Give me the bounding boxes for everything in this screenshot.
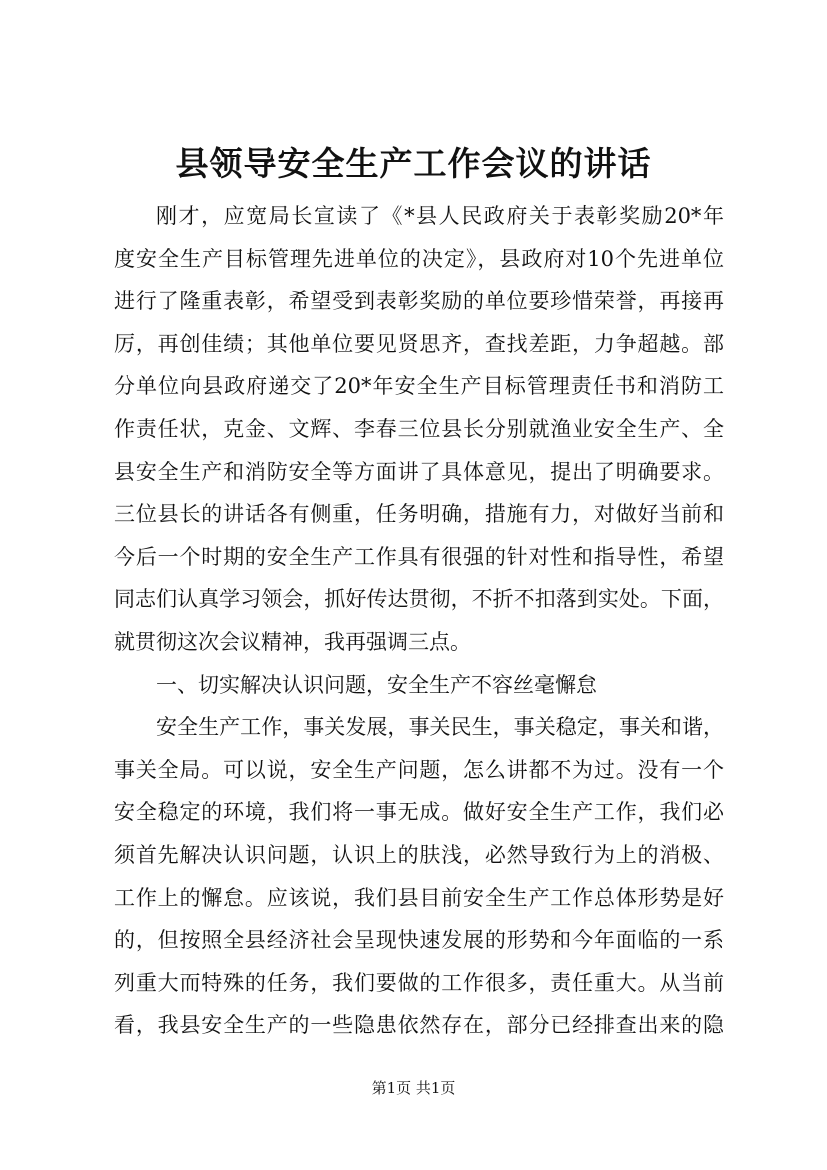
page-footer: 第1页 共1页 [371, 1079, 456, 1097]
body-line: 今后一个时期的安全生产工作具有很强的针对性和指导性，希望 [114, 544, 724, 569]
body-line: 安全稳定的环境，我们将一事无成。做好安全生产工作，我们必 [114, 800, 724, 825]
body-line: 工作上的懈怠。应该说，我们县目前安全生产工作总体形势是好 [114, 885, 724, 910]
body-line: 就贯彻这次会议精神，我再强调三点。 [114, 629, 471, 654]
body-line: 度安全生产目标管理先进单位的决定》，县政府对10个先进单位 [114, 246, 724, 271]
body-line: 分单位向县政府递交了20*年安全生产目标管理责任书和消防工 [114, 374, 724, 399]
body-line: 须首先解决认识问题，认识上的肤浅，必然导致行为上的消极、 [114, 842, 724, 867]
section-heading: 一、切实解决认识问题，安全生产不容丝毫懈怠 [156, 672, 597, 697]
body-line: 的，但按照全县经济社会呈现快速发展的形势和今年面临的一系 [114, 928, 724, 953]
body-line: 列重大而特殊的任务，我们要做的工作很多，责任重大。从当前 [114, 970, 724, 995]
body-line: 县安全生产和消防安全等方面讲了具体意见，提出了明确要求。 [114, 459, 724, 484]
body-line: 看，我县安全生产的一些隐患依然存在，部分已经排查出来的隐 [114, 1013, 724, 1038]
body-line: 厉，再创佳绩；其他单位要见贤思齐，查找差距，力争超越。部 [114, 331, 724, 356]
body-line: 事关全局。可以说，安全生产问题，怎么讲都不为过。没有一个 [114, 757, 724, 782]
page-title: 县领导安全生产工作会议的讲话 [175, 144, 652, 183]
document-body [114, 195, 724, 1047]
body-line: 作责任状，克金、文辉、李春三位县长分别就渔业安全生产、全 [114, 416, 724, 441]
body-line: 刚才，应宽局长宣读了《*县人民政府关于表彰奖励20*年 [156, 204, 724, 228]
body-line: 同志们认真学习领会，抓好传达贯彻，不折不扣落到实处。下面， [114, 587, 724, 612]
body-line: 进行了隆重表彰，希望受到表彰奖励的单位要珍惜荣誉，再接再 [114, 289, 724, 314]
body-line: 安全生产工作，事关发展，事关民生，事关稳定，事关和谐， [156, 715, 724, 740]
body-line: 三位县长的讲话各有侧重，任务明确，措施有力，对做好当前和 [114, 502, 724, 527]
